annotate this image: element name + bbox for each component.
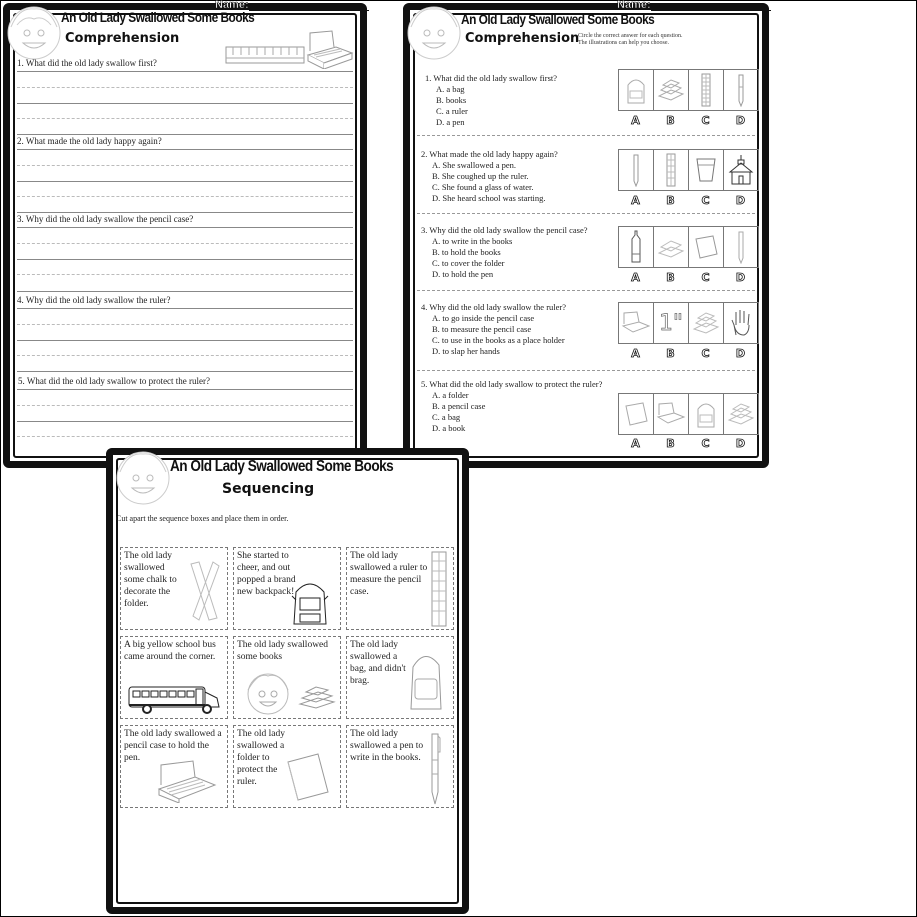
option-d[interactable]: D. a book bbox=[432, 423, 466, 433]
answer-guide[interactable] bbox=[17, 118, 353, 119]
sequence-box[interactable] bbox=[346, 547, 454, 630]
option-a[interactable]: A. She swallowed a pen. bbox=[432, 160, 517, 170]
question-3: 3. Why did the old lady swallow the pencil case? bbox=[17, 214, 194, 224]
name-field[interactable] bbox=[215, 0, 369, 11]
books-icon[interactable] bbox=[724, 394, 758, 434]
question-4: 4. Why did the old lady swallow the ruler? bbox=[17, 295, 171, 305]
old-lady-face-icon bbox=[405, 5, 463, 61]
glue-bottle-icon[interactable] bbox=[619, 227, 654, 267]
backpack-icon[interactable] bbox=[619, 70, 654, 110]
option-b[interactable]: B. a pencil case bbox=[432, 401, 486, 411]
answer-line bbox=[17, 227, 353, 228]
worksheet-comprehension-written bbox=[3, 0, 367, 468]
letter-b[interactable]: B bbox=[666, 194, 675, 207]
answer-guide[interactable] bbox=[17, 243, 353, 244]
letter-c[interactable]: C bbox=[701, 114, 710, 127]
question-1: 1. What did the old lady swallow first? bbox=[17, 58, 157, 68]
answer-letters bbox=[618, 194, 758, 207]
books-icon[interactable] bbox=[654, 70, 689, 110]
schoolhouse-icon[interactable] bbox=[724, 150, 758, 190]
option-d[interactable]: D. to hold the pen bbox=[432, 269, 494, 279]
option-d[interactable]: D. a pen bbox=[436, 117, 465, 127]
worksheet-title: An Old Lady Swallowed Some Books bbox=[61, 9, 255, 25]
sequence-box[interactable] bbox=[233, 636, 341, 719]
option-b[interactable]: B. to hold the books bbox=[432, 247, 501, 257]
answer-line bbox=[17, 259, 353, 260]
answer-line bbox=[17, 340, 353, 341]
answer-letters bbox=[618, 271, 758, 284]
option-b[interactable]: B. She coughed up the ruler. bbox=[432, 171, 529, 181]
worksheet-subtitle: Comprehension bbox=[65, 31, 180, 46]
answer-letters bbox=[618, 347, 758, 360]
answer-letters bbox=[618, 114, 758, 127]
letter-a[interactable]: A bbox=[631, 194, 640, 207]
name-input-line[interactable] bbox=[249, 10, 369, 11]
answer-letters bbox=[618, 437, 758, 450]
sequence-text: The old lady swallowed a folder to protect the ruler. bbox=[237, 729, 286, 787]
pen-icon[interactable] bbox=[619, 150, 654, 190]
question-prompt: 3. Why did the old lady swallow the pencil case? bbox=[421, 225, 588, 235]
option-c[interactable]: C. to cover the folder bbox=[432, 258, 505, 268]
sequence-text: A big yellow school bus came around the corner. bbox=[124, 640, 216, 662]
answer-guide[interactable] bbox=[17, 196, 353, 197]
option-a[interactable]: A. a folder bbox=[432, 390, 469, 400]
mc-question-4 bbox=[421, 302, 566, 357]
ruler-icon bbox=[431, 551, 447, 627]
letter-d[interactable]: D bbox=[735, 271, 746, 284]
mc-question-5 bbox=[421, 379, 602, 434]
letter-b[interactable]: B bbox=[666, 114, 675, 127]
worksheet-title: An Old Lady Swallowed Some Books bbox=[461, 11, 655, 27]
old-lady-and-books-icon bbox=[236, 668, 340, 716]
picture-choices bbox=[618, 149, 759, 191]
one-inch-icon[interactable] bbox=[654, 303, 689, 343]
hand-icon[interactable] bbox=[724, 303, 758, 343]
backpack-icon bbox=[407, 647, 445, 713]
chalk-icon bbox=[187, 558, 221, 624]
picture-choices bbox=[618, 302, 759, 344]
old-lady-face-icon bbox=[114, 450, 172, 506]
instruction-line-2: The illustrations can help you choose. bbox=[578, 40, 669, 46]
picture-choices bbox=[618, 69, 759, 111]
folder-icon[interactable] bbox=[689, 227, 724, 267]
books-icon[interactable] bbox=[689, 303, 724, 343]
question-2: 2. What made the old lady happy again? bbox=[17, 136, 162, 146]
answer-line bbox=[17, 212, 353, 213]
question-separator bbox=[417, 290, 755, 291]
answer-line bbox=[17, 421, 353, 422]
letter-c[interactable]: C bbox=[701, 437, 710, 450]
sequence-text: The old lady swallowed a pencil case to hold the pen. bbox=[124, 729, 222, 763]
option-b[interactable]: B. to measure the pencil case bbox=[432, 324, 532, 334]
books-icon[interactable] bbox=[654, 227, 689, 267]
worksheet-title: An Old Lady Swallowed Some Books bbox=[170, 458, 394, 475]
worksheet-sequencing bbox=[106, 448, 469, 914]
worksheet-subtitle: Comprehension bbox=[465, 31, 580, 46]
answer-line bbox=[17, 371, 353, 372]
sequence-box[interactable] bbox=[233, 547, 341, 630]
question-separator bbox=[417, 135, 755, 136]
question-5: 5. What did the old lady swallow to protect the ruler? bbox=[18, 376, 211, 386]
ruler-icon[interactable] bbox=[654, 150, 689, 190]
sequence-text: She started to cheer, and out popped a brand new backpack! bbox=[237, 551, 296, 597]
mc-question-2 bbox=[421, 149, 558, 204]
sequence-box[interactable] bbox=[120, 547, 228, 630]
sequence-grid bbox=[120, 547, 454, 808]
worksheet-comprehension-multiple-choice bbox=[403, 0, 769, 468]
glass-of-water-icon[interactable] bbox=[689, 150, 724, 190]
answer-line bbox=[17, 71, 353, 72]
ruler-icon bbox=[225, 45, 305, 65]
ruler-icon[interactable] bbox=[689, 70, 724, 110]
instruction-line-1: Circle the correct answer for each question. bbox=[578, 33, 683, 39]
instructions: Cut apart the sequence boxes and place them in order. bbox=[116, 514, 289, 523]
option-a[interactable]: A. to write in the books bbox=[432, 236, 513, 246]
answer-guide[interactable] bbox=[17, 87, 353, 88]
option-a[interactable]: A. a bag bbox=[436, 84, 465, 94]
option-d[interactable]: D. to slap her hands bbox=[432, 346, 500, 356]
option-c[interactable]: C. to use in the books as a place holder bbox=[432, 335, 565, 345]
letter-d[interactable]: D bbox=[735, 347, 746, 360]
old-lady-face-icon bbox=[5, 5, 63, 61]
letter-d[interactable]: D bbox=[735, 114, 746, 127]
question-prompt: 1. What did the old lady swallow first? bbox=[425, 73, 558, 83]
sequence-box[interactable] bbox=[233, 725, 341, 808]
answer-guide[interactable] bbox=[17, 324, 353, 325]
name-input-line[interactable] bbox=[651, 10, 771, 11]
answer-guide[interactable] bbox=[17, 274, 353, 275]
sequence-box[interactable] bbox=[346, 725, 454, 808]
pen-icon[interactable] bbox=[724, 227, 758, 267]
sequence-text: The old lady swallowed some chalk to decorate the folder. bbox=[124, 551, 177, 609]
folder-icon[interactable] bbox=[619, 394, 654, 434]
pen-icon[interactable] bbox=[724, 70, 758, 110]
answer-line bbox=[17, 389, 353, 390]
question-prompt: 5. What did the old lady swallow to protect the ruler? bbox=[421, 379, 603, 389]
letter-d[interactable]: D bbox=[735, 194, 746, 207]
picture-choices bbox=[618, 393, 759, 435]
answer-line bbox=[17, 103, 353, 104]
sequence-box[interactable] bbox=[120, 636, 228, 719]
question-prompt: 4. Why did the old lady swallow the ruler? bbox=[421, 302, 567, 312]
letter-b[interactable]: B bbox=[666, 271, 675, 284]
name-field[interactable] bbox=[617, 0, 771, 11]
one-inch-label: 1" bbox=[658, 310, 684, 336]
answer-line bbox=[17, 181, 353, 182]
answer-line bbox=[17, 308, 353, 309]
answer-guide[interactable] bbox=[17, 165, 353, 166]
pencil-case-icon bbox=[306, 29, 354, 69]
question-separator bbox=[417, 370, 755, 371]
answer-line bbox=[17, 134, 353, 135]
sequence-text: The old lady swallowed a ruler to measure the pencil case. bbox=[350, 551, 428, 597]
answer-guide[interactable] bbox=[17, 436, 353, 437]
instructions bbox=[578, 33, 682, 47]
option-c[interactable]: C. a ruler bbox=[436, 106, 468, 116]
answer-line bbox=[17, 149, 353, 150]
answer-line bbox=[17, 291, 353, 292]
letter-c[interactable]: C bbox=[701, 271, 710, 284]
backpack-icon[interactable] bbox=[689, 394, 724, 434]
sequence-text: The old lady swallowed a pen to write in the books. bbox=[350, 729, 424, 763]
sequence-box[interactable] bbox=[120, 725, 228, 808]
sequence-box[interactable] bbox=[346, 636, 454, 719]
pencil-case-icon bbox=[157, 759, 217, 803]
answer-guide[interactable] bbox=[17, 355, 353, 356]
picture-choices bbox=[618, 226, 759, 268]
letter-a[interactable]: A bbox=[631, 437, 640, 450]
question-prompt: 2. What made the old lady happy again? bbox=[421, 149, 558, 159]
pencil-case-icon[interactable] bbox=[654, 394, 689, 434]
option-b[interactable]: B. books bbox=[436, 95, 467, 105]
worksheet-subtitle: Sequencing bbox=[222, 481, 315, 497]
answer-guide[interactable] bbox=[17, 405, 353, 406]
letter-a[interactable]: A bbox=[631, 114, 640, 127]
page-border-inner bbox=[13, 13, 357, 458]
name-label: Name: bbox=[215, 0, 249, 11]
option-c[interactable]: C. She found a glass of water. bbox=[432, 182, 534, 192]
letter-a[interactable]: A bbox=[631, 271, 640, 284]
letter-a[interactable]: A bbox=[631, 347, 640, 360]
option-d[interactable]: D. She heard school was starting. bbox=[432, 193, 546, 203]
letter-c[interactable]: C bbox=[701, 194, 710, 207]
sequence-text: The old lady swallowed a bag, and didn't brag. bbox=[350, 640, 406, 686]
letter-b[interactable]: B bbox=[666, 347, 675, 360]
option-a[interactable]: A. to go inside the pencil case bbox=[432, 313, 535, 323]
letter-b[interactable]: B bbox=[666, 437, 675, 450]
name-label: Name: bbox=[617, 0, 651, 11]
sequence-text: The old lady swallowed some books bbox=[237, 640, 329, 662]
letter-d[interactable]: D bbox=[735, 437, 746, 450]
question-separator bbox=[417, 213, 755, 214]
mc-question-1 bbox=[425, 73, 557, 128]
letter-c[interactable]: C bbox=[701, 347, 710, 360]
mc-question-3 bbox=[421, 225, 588, 280]
option-c[interactable]: C. a bag bbox=[432, 412, 461, 422]
school-bus-icon bbox=[127, 684, 223, 714]
pencil-case-icon[interactable] bbox=[619, 303, 654, 343]
